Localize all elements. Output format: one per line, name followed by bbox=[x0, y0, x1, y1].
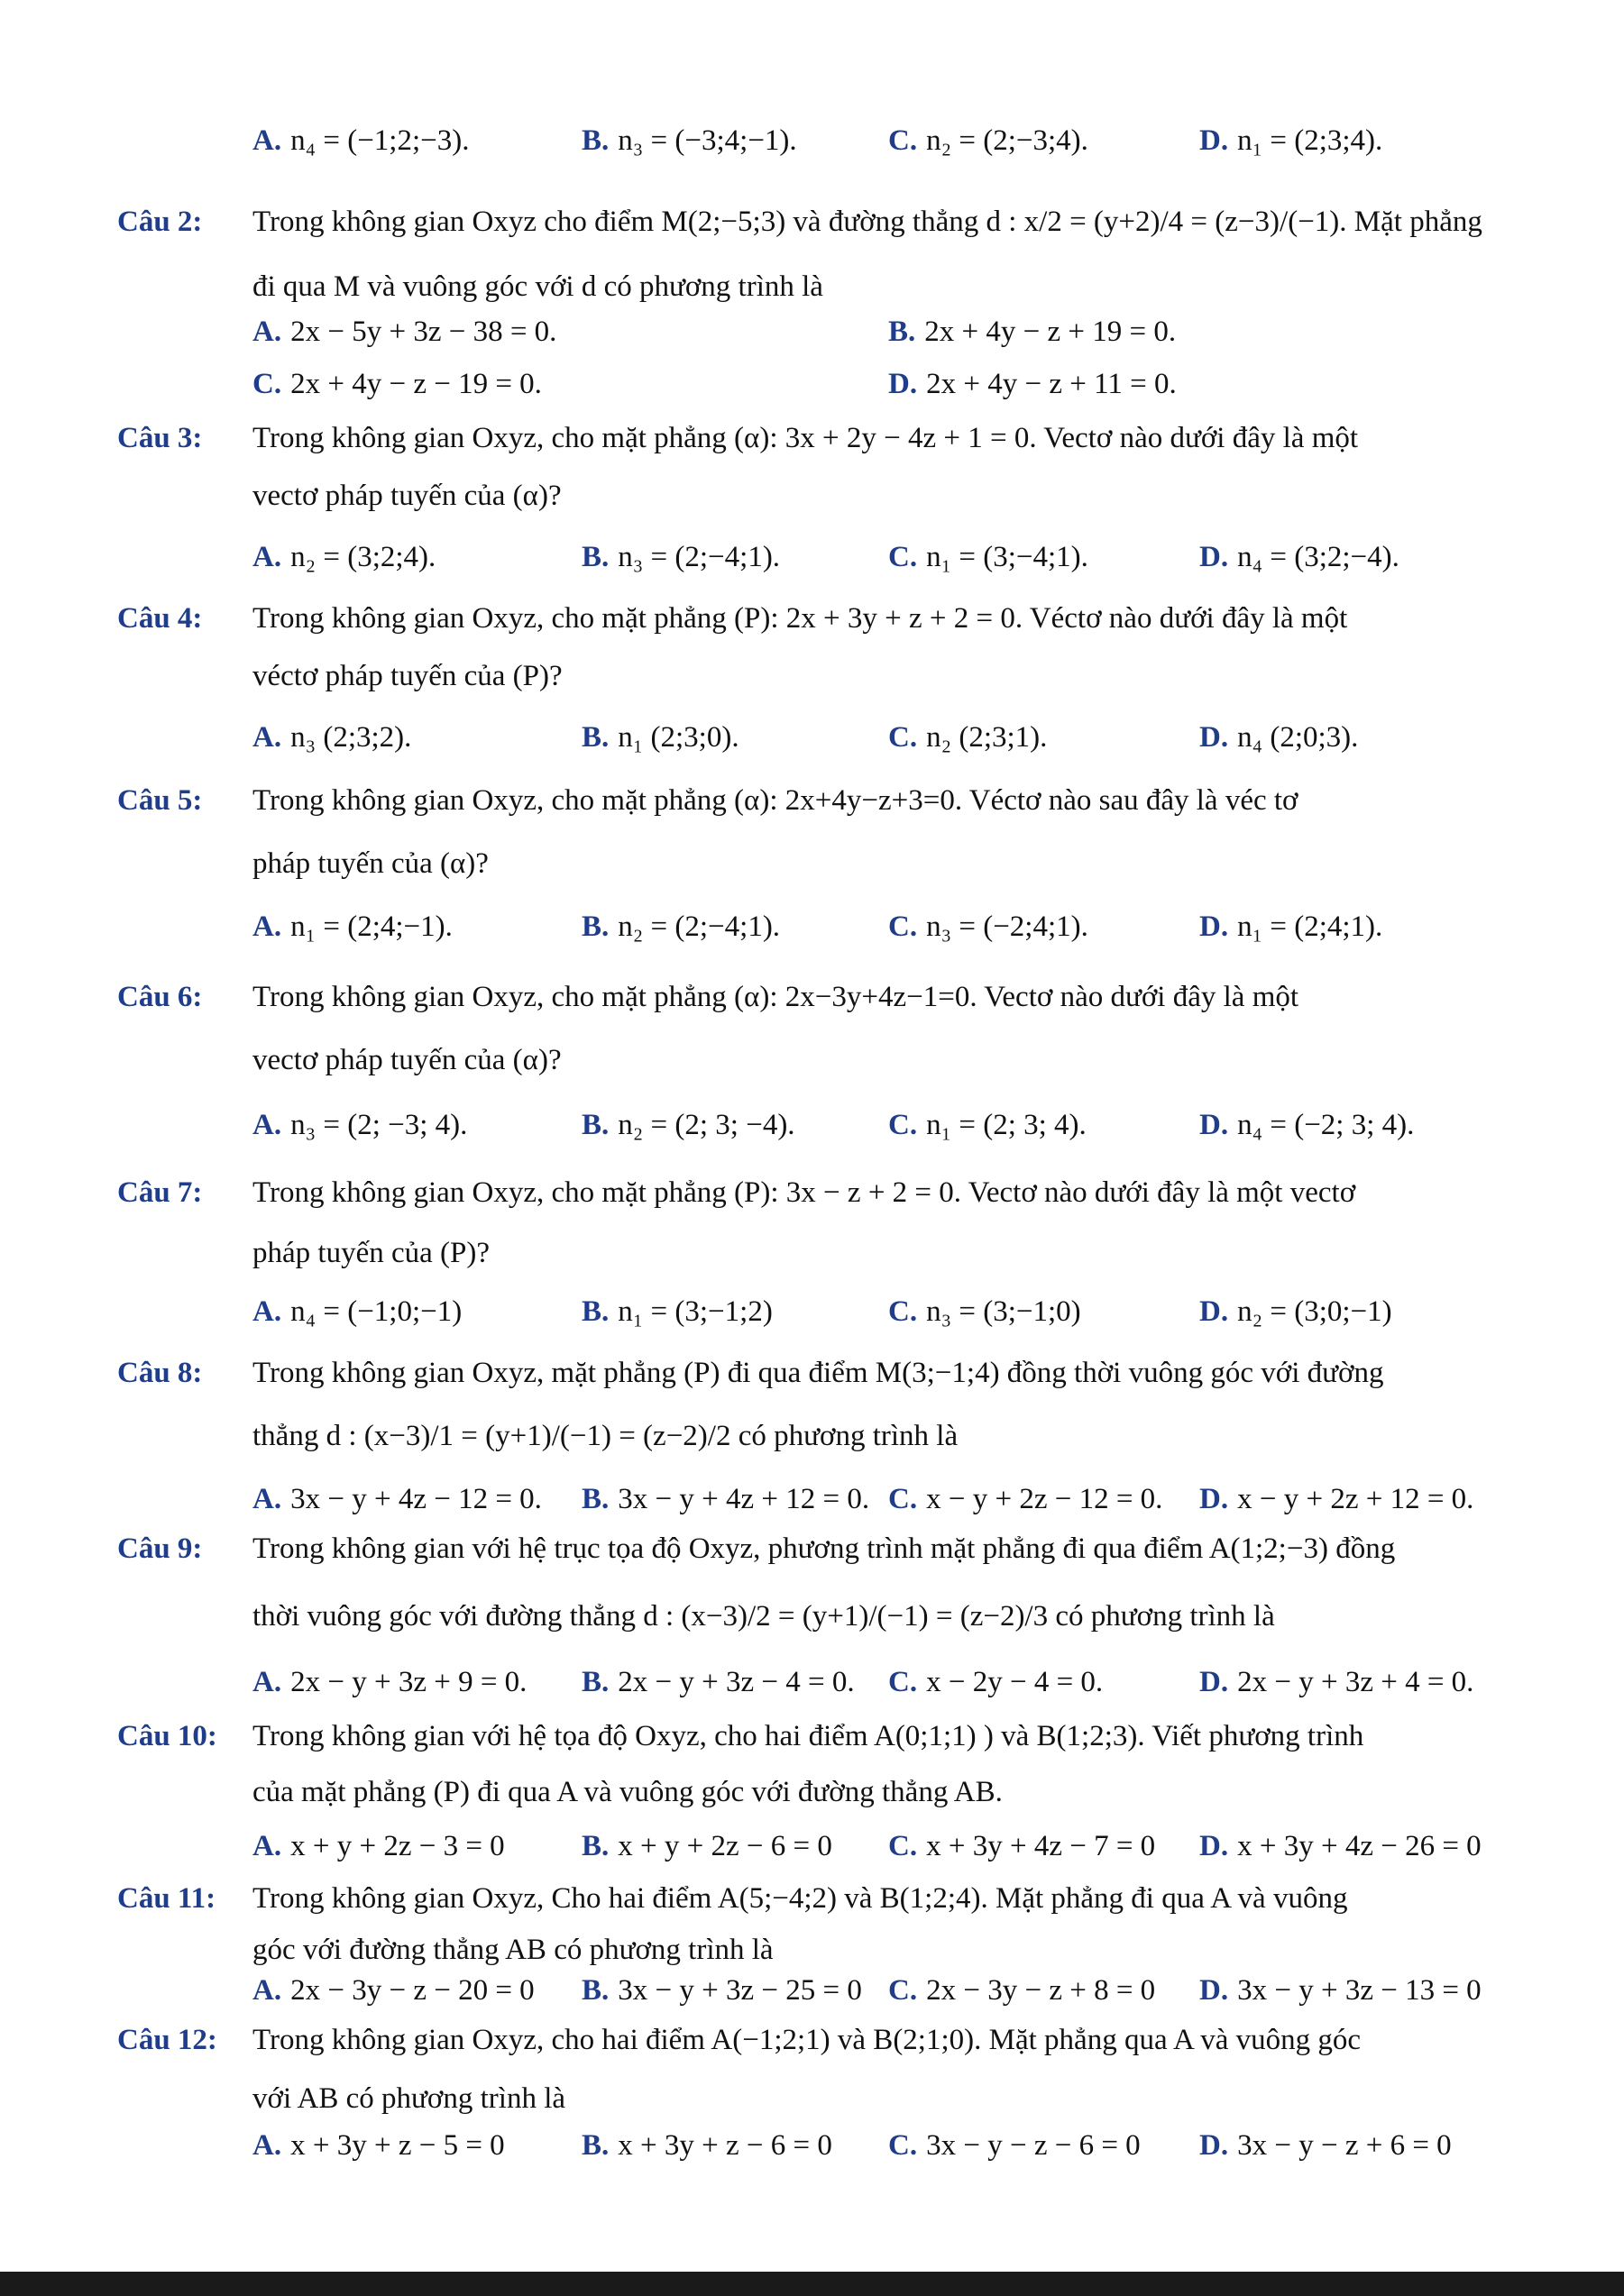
question-text-line: của mặt phẳng (P) đi qua A và vuông góc với đường thẳng AB. bbox=[252, 1776, 1003, 1808]
question-text-line: Trong không gian Oxyz, cho mặt phẳng (P): 3x − z + 2 = 0. Vectơ nào dưới đây là một vectơ bbox=[252, 1176, 1356, 1209]
option-a: A. n₃ = (2; −3; 4). bbox=[252, 1109, 468, 1141]
question-text-line: Trong không gian Oxyz cho điểm M(2;−5;3) và đường thẳng d : x/2 = (y+2)/4 = (z−3)/(−1). Mặt phẳng bbox=[252, 206, 1482, 238]
option-a: A. n₃ (2;3;2). bbox=[252, 721, 412, 754]
option-c: C. 3x − y − z − 6 = 0 bbox=[888, 2129, 1141, 2162]
question-text-line: véctơ pháp tuyến của (P)? bbox=[252, 660, 563, 692]
option-c: C. n₂ (2;3;1). bbox=[888, 721, 1048, 754]
option-a: A. n₁ = (2;4;−1). bbox=[252, 910, 453, 943]
option-c: C. n₁ = (3;−4;1). bbox=[888, 541, 1088, 573]
option-d: D. n₁ = (2;4;1). bbox=[1199, 910, 1383, 943]
option-d: D. x + 3y + 4z − 26 = 0 bbox=[1199, 1830, 1482, 1862]
option-a: A. x + 3y + z − 5 = 0 bbox=[252, 2129, 505, 2162]
option-b: B. n₁ = (3;−1;2) bbox=[582, 1295, 773, 1328]
question-label: Câu 12: bbox=[117, 2024, 217, 2056]
option-b: B. 3x − y + 4z + 12 = 0. bbox=[582, 1483, 870, 1515]
option-a: A. x + y + 2z − 3 = 0 bbox=[252, 1830, 505, 1862]
option-b: B. n₂ = (2; 3; −4). bbox=[582, 1109, 795, 1141]
option-a: A. 2x − 5y + 3z − 38 = 0. bbox=[252, 316, 557, 348]
question-text-line: Trong không gian Oxyz, cho mặt phẳng (α): 2x+4y−z+3=0. Véctơ nào sau đây là véc tơ bbox=[252, 784, 1298, 817]
question-text-line: pháp tuyến của (P)? bbox=[252, 1237, 490, 1269]
option-c: C. n₁ = (2; 3; 4). bbox=[888, 1109, 1087, 1141]
question-text-line: Trong không gian Oxyz, cho mặt phẳng (α): 2x−3y+4z−1=0. Vectơ nào dưới đây là một bbox=[252, 981, 1299, 1013]
option-d: D. 3x − y + 3z − 13 = 0 bbox=[1199, 1974, 1482, 2007]
question-text-line: góc với đường thẳng AB có phương trình là bbox=[252, 1934, 774, 1966]
q1-option-a: A. n₄ = (−1;2;−3). bbox=[252, 124, 470, 157]
option-d: D. n₄ = (3;2;−4). bbox=[1199, 541, 1399, 573]
option-c: C. 2x + 4y − z − 19 = 0. bbox=[252, 368, 542, 400]
question-label: Câu 2: bbox=[117, 206, 203, 238]
question-label: Câu 3: bbox=[117, 422, 203, 454]
option-d: D. n₄ = (−2; 3; 4). bbox=[1199, 1109, 1415, 1141]
q1-option-d: D. n₁ = (2;3;4). bbox=[1199, 124, 1383, 157]
option-b: B. x + 3y + z − 6 = 0 bbox=[582, 2129, 832, 2162]
option-a: A. n₄ = (−1;0;−1) bbox=[252, 1295, 463, 1328]
question-text-line: thời vuông góc với đường thẳng d : (x−3)/2 = (y+1)/(−1) = (z−2)/3 có phương trình là bbox=[252, 1600, 1275, 1633]
question-label: Câu 11: bbox=[117, 1882, 216, 1915]
option-c: C. x + 3y + 4z − 7 = 0 bbox=[888, 1830, 1156, 1862]
q1-option-c: C. n₂ = (2;−3;4). bbox=[888, 124, 1088, 157]
option-b: B. 2x + 4y − z + 19 = 0. bbox=[888, 316, 1177, 348]
option-a: A. 3x − y + 4z − 12 = 0. bbox=[252, 1483, 542, 1515]
question-label: Câu 10: bbox=[117, 1720, 217, 1752]
question-text-line: vectơ pháp tuyến của (α)? bbox=[252, 480, 562, 512]
option-c: C. x − y + 2z − 12 = 0. bbox=[888, 1483, 1163, 1515]
option-c: C. n₃ = (−2;4;1). bbox=[888, 910, 1088, 943]
question-text-line: Trong không gian Oxyz, cho hai điểm A(−1;2;1) và B(2;1;0). Mặt phẳng qua A và vuông góc bbox=[252, 2024, 1362, 2056]
question-label: Câu 9: bbox=[117, 1532, 203, 1565]
question-label: Câu 6: bbox=[117, 981, 203, 1013]
option-b: B. x + y + 2z − 6 = 0 bbox=[582, 1830, 832, 1862]
q1-option-b: B. n₃ = (−3;4;−1). bbox=[582, 124, 797, 157]
question-text-line: vectơ pháp tuyến của (α)? bbox=[252, 1044, 562, 1076]
option-d: D. n₂ = (3;0;−1) bbox=[1199, 1295, 1392, 1328]
question-text-line: Trong không gian với hệ tọa độ Oxyz, cho hai điểm A(0;1;1) ) và B(1;2;3). Viết phương trình bbox=[252, 1720, 1364, 1752]
option-d: D. 3x − y − z + 6 = 0 bbox=[1199, 2129, 1452, 2162]
option-c: C. x − 2y − 4 = 0. bbox=[888, 1666, 1104, 1698]
option-b: B. 3x − y + 3z − 25 = 0 bbox=[582, 1974, 862, 2007]
question-text-line: đi qua M và vuông góc với d có phương trình là bbox=[252, 270, 823, 303]
option-a: A. 2x − 3y − z − 20 = 0 bbox=[252, 1974, 535, 2007]
option-a: A. n₂ = (3;2;4). bbox=[252, 541, 436, 573]
question-text-line: với AB có phương trình là bbox=[252, 2082, 566, 2115]
option-b: B. n₁ (2;3;0). bbox=[582, 721, 739, 754]
option-d: D. 2x − y + 3z + 4 = 0. bbox=[1199, 1666, 1474, 1698]
question-text-line: pháp tuyến của (α)? bbox=[252, 847, 489, 880]
option-d: D. n₄ (2;0;3). bbox=[1199, 721, 1359, 754]
question-label: Câu 7: bbox=[117, 1176, 203, 1209]
footer-bar bbox=[0, 2272, 1624, 2296]
question-text-line: Trong không gian với hệ trục tọa độ Oxyz, phương trình mặt phẳng đi qua điểm A(1;2;−3) đồng bbox=[252, 1532, 1396, 1565]
question-text-line: Trong không gian Oxyz, mặt phẳng (P) đi qua điểm M(3;−1;4) đồng thời vuông góc với đường bbox=[252, 1357, 1384, 1389]
question-label: Câu 8: bbox=[117, 1357, 203, 1389]
question-text-line: thẳng d : (x−3)/1 = (y+1)/(−1) = (z−2)/2 có phương trình là bbox=[252, 1420, 959, 1452]
option-b: B. n₂ = (2;−4;1). bbox=[582, 910, 781, 943]
option-d: D. 2x + 4y − z + 11 = 0. bbox=[888, 368, 1177, 400]
question-text-line: Trong không gian Oxyz, cho mặt phẳng (P): 2x + 3y + z + 2 = 0. Véctơ nào dưới đây là một bbox=[252, 602, 1348, 635]
question-text-line: Trong không gian Oxyz, Cho hai điểm A(5;−4;2) và B(1;2;4). Mặt phẳng đi qua A và vuông bbox=[252, 1882, 1348, 1915]
question-label: Câu 5: bbox=[117, 784, 203, 817]
option-c: C. n₃ = (3;−1;0) bbox=[888, 1295, 1081, 1328]
option-a: A. 2x − y + 3z + 9 = 0. bbox=[252, 1666, 528, 1698]
option-c: C. 2x − 3y − z + 8 = 0 bbox=[888, 1974, 1156, 2007]
option-d: D. x − y + 2z + 12 = 0. bbox=[1199, 1483, 1474, 1515]
question-text-line: Trong không gian Oxyz, cho mặt phẳng (α): 3x + 2y − 4z + 1 = 0. Vectơ nào dưới đây là một bbox=[252, 422, 1359, 454]
option-b: B. 2x − y + 3z − 4 = 0. bbox=[582, 1666, 855, 1698]
question-label: Câu 4: bbox=[117, 602, 203, 635]
option-b: B. n₃ = (2;−4;1). bbox=[582, 541, 781, 573]
